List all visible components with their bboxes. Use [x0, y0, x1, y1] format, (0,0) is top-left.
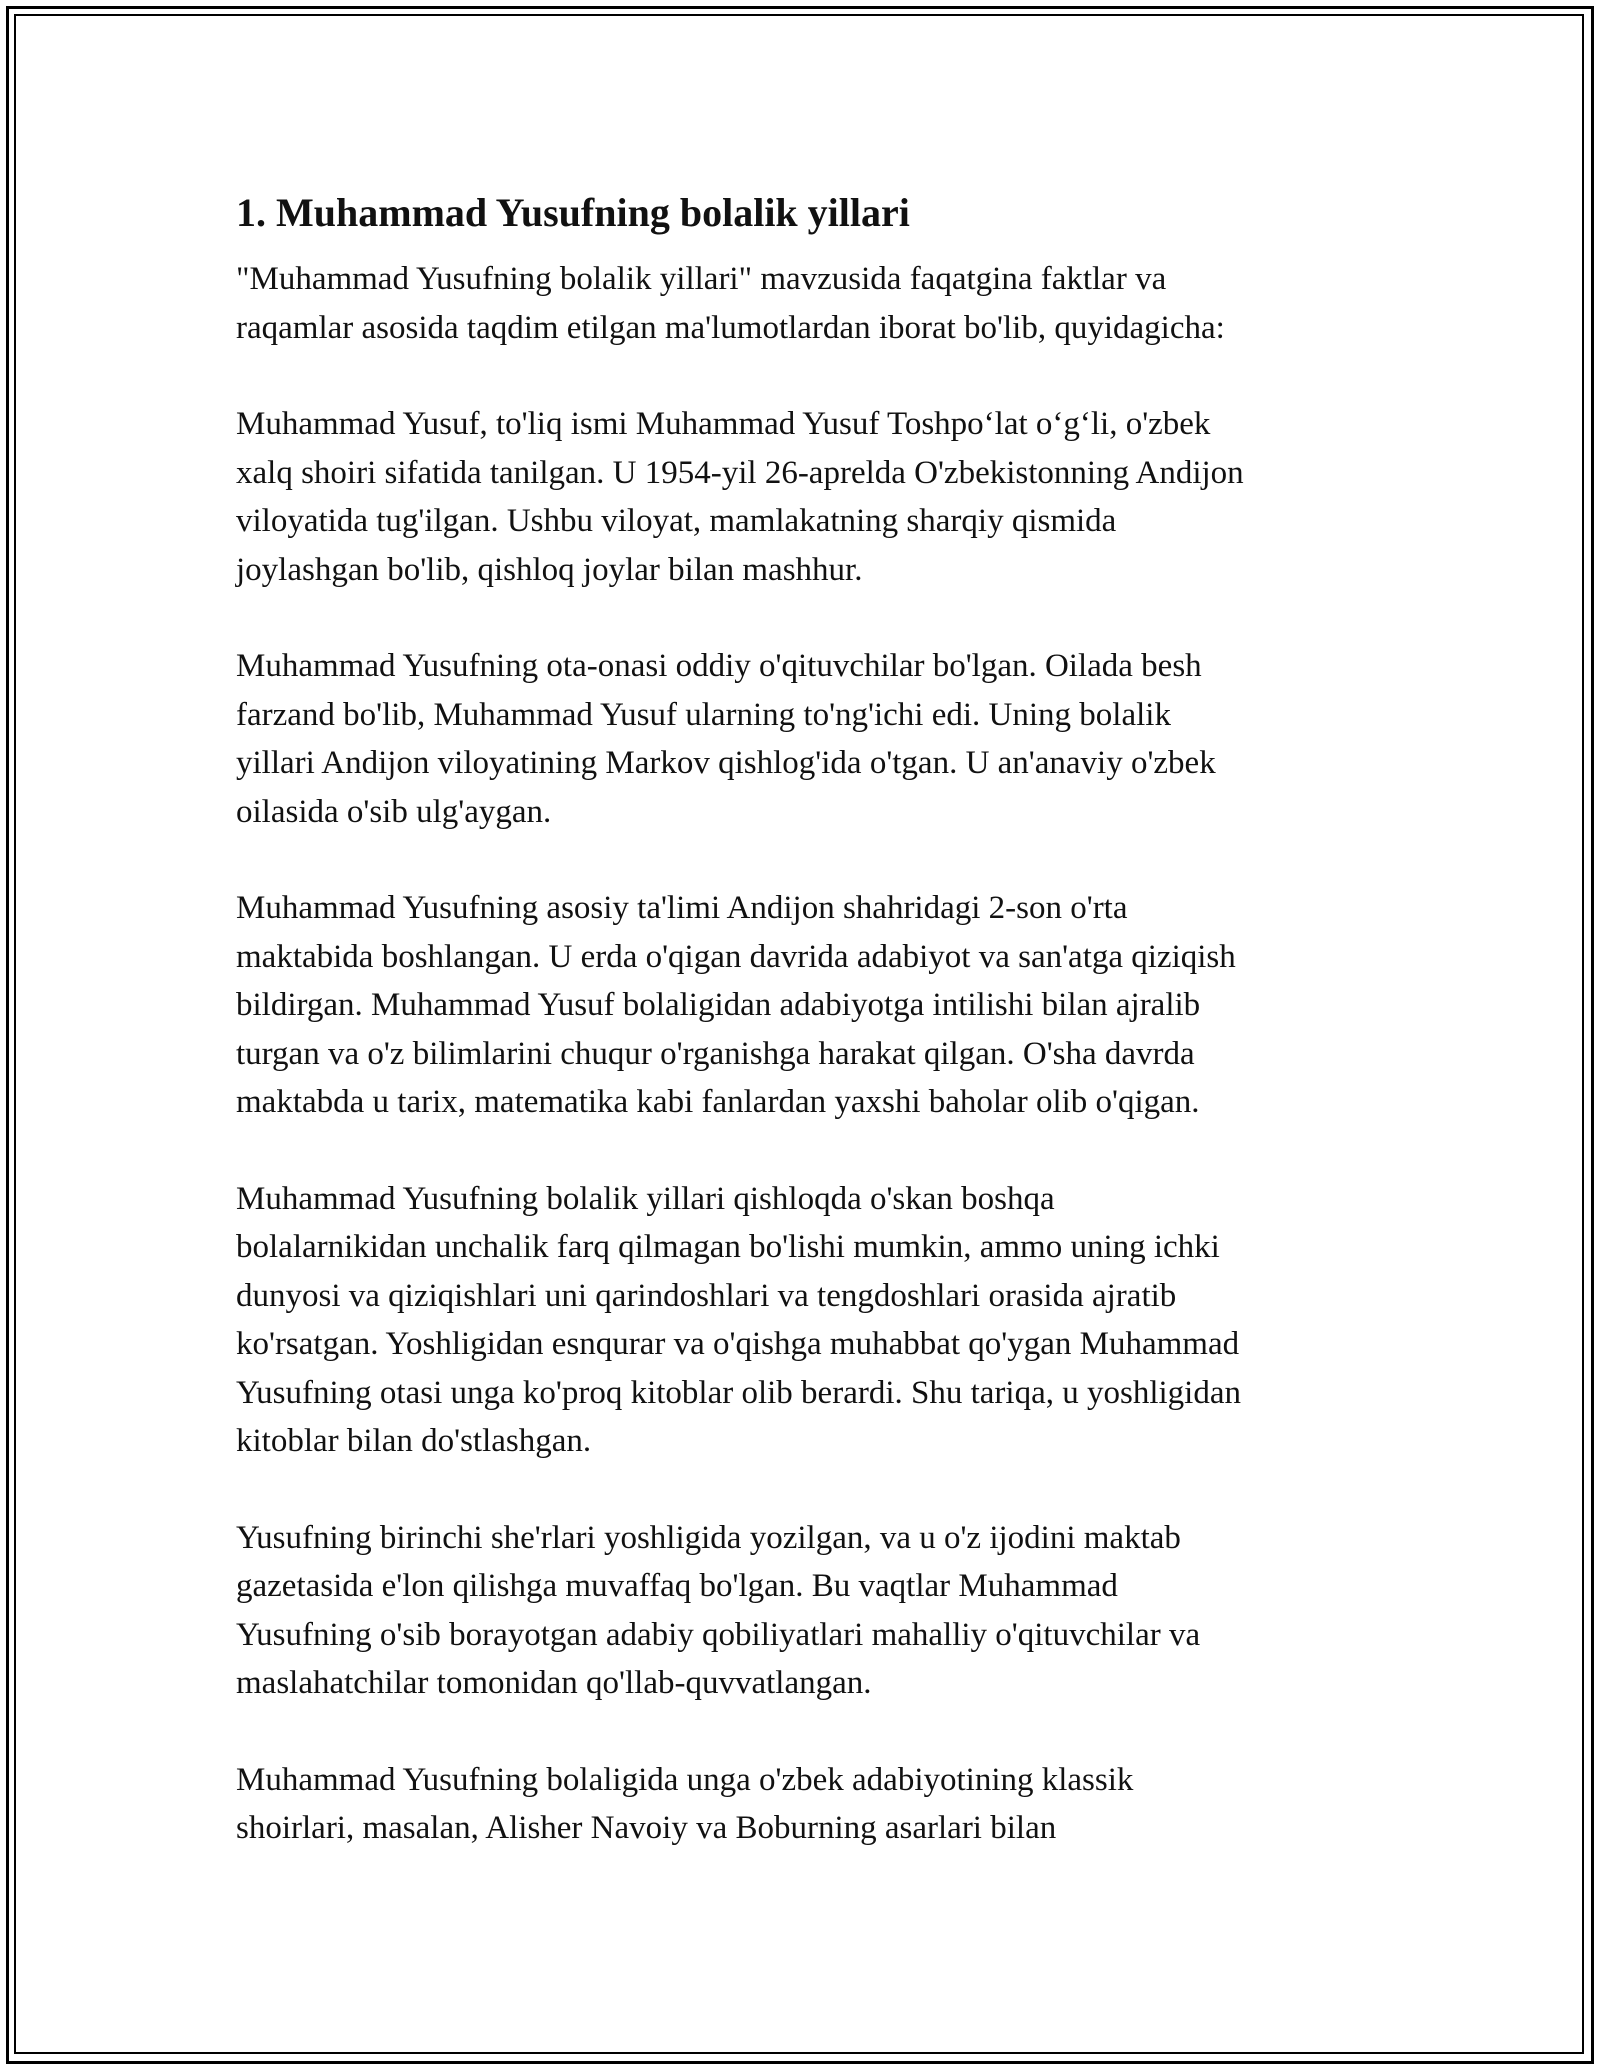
paragraph-childhood: Muhammad Yusufning bolalik yillari qishloqda o'skan boshqa bolalarnikidan unchalik farq qilmagan bo'lishi mumkin, ammo uning ichki dunyosi va qiziqishlari uni qarindoshlari va tengdoshlari orasida ajratib ko'rsatgan. Yoshligidan esnqurar va o'qishga muhabbat qo'ygan Muhammad Yusufning otasi unga ko'proq kitoblar olib berardi. Shu tariqa, u yoshligidan kitoblar bilan do'stlashgan.	[236, 1180, 1241, 1459]
paragraph-family: Muhammad Yusufning ota-onasi oddiy o'qituvchilar bo'lgan. Oilada besh farzand bo'lib, Muhammad Yusuf ularning to'ng'ichi edi. Uning bolalik yillari Andijon viloyatining Markov qishlog'ida o'tgan. U an'anaviy o'zbek oilasida o'sib ulg'aygan.	[236, 648, 1216, 830]
paragraph-education: Muhammad Yusufning asosiy ta'limi Andijon shahridagi 2-son o'rta maktabida boshlangan. U erda o'qigan davrida adabiyot va san'atga qiziqish bildirgan. Muhammad Yusuf bolaligidan adabiyotga intilishi bilan ajralib turgan va o'z bilimlarini chuqur o'rganishga harakat qilgan. O'sha davrda maktabda u tarix, matematika kabi fanlardan yaxshi baholar olib o'qigan.	[236, 890, 1236, 1120]
document-body	[236, 185, 1366, 1901]
paragraph-first-poems: Yusufning birinchi she'rlari yoshligida yozilgan, va u o'z ijodini maktab gazetasida e'lon qilishga muvaffaq bo'lgan. Bu vaqtlar Muhammad Yusufning o'sib borayotgan adabiy qobiliyatlari mahalliy o'qituvchilar va maslahatchilar tomonidan qo'llab-quvvatlangan.	[236, 1519, 1201, 1701]
paragraph-classics: Muhammad Yusufning bolaligida unga o'zbek adabiyotining klassik shoirlari, masalan, Alisher Navoiy va Boburning asarlari bilan	[236, 1761, 1134, 1846]
paragraph-birth: Muhammad Yusuf, to'liq ismi Muhammad Yusuf Toshpo‘lat o‘g‘li, o'zbek xalq shoiri sifatida tanilgan. U 1954-yil 26-aprelda O'zbekistonning Andijon viloyatida tug'ilgan. Ushbu viloyat, mamlakatning sharqiy qismida joylashgan bo'lib, qishloq joylar bilan mashhur.	[236, 406, 1244, 588]
paragraph-intro: "Muhammad Yusufning bolalik yillari" mavzusida faqatgina faktlar va raqamlar asosida taqdim etilgan ma'lumotlardan iborat bo'lib, quyidagicha:	[236, 261, 1225, 346]
section-heading: 1. Muhammad Yusufning bolalik yillari	[236, 190, 910, 235]
